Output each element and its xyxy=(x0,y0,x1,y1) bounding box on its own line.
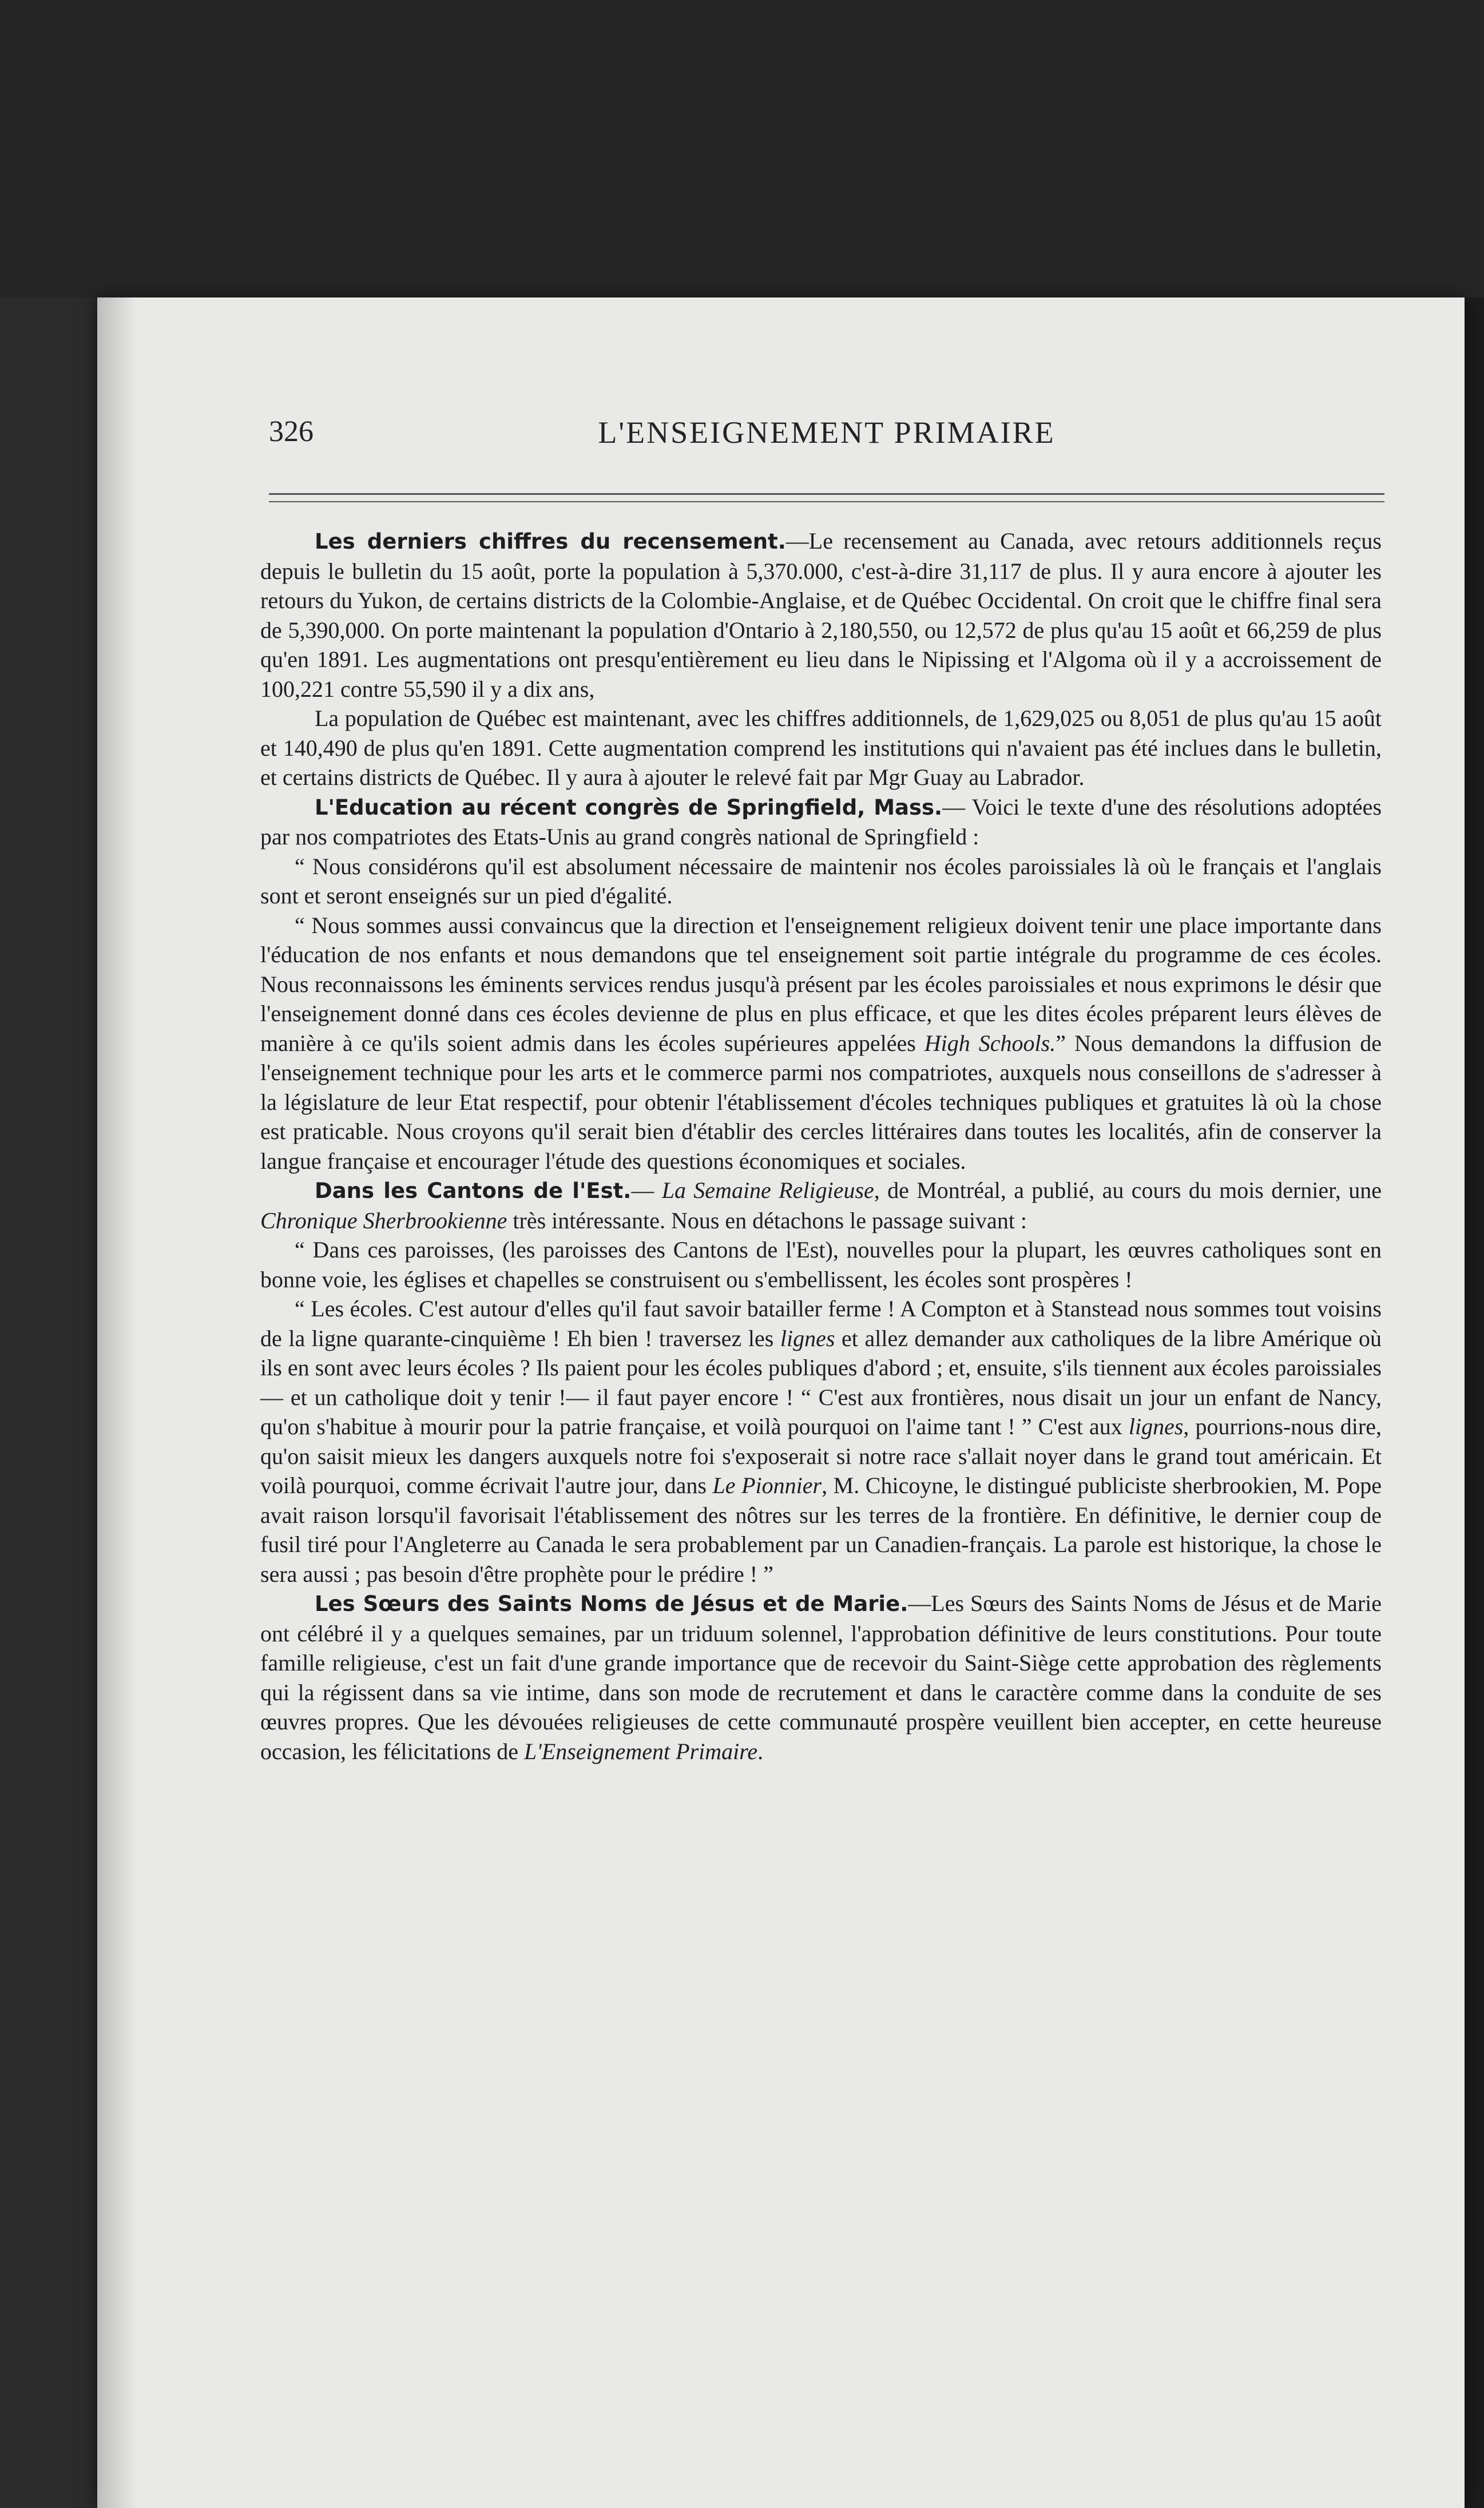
italic-title: Chronique Sherbrookienne xyxy=(260,1207,507,1233)
text-run: , pourrions-nous dire, qu'on saisit mieux les dangers auxquels notre foi s'exposerait si notre race s'allait noyer dans le grand tout américain. Et voilà pourquoi, comme écrivait l'autre jour, dans xyxy=(260,1414,1382,1498)
paragraph: —Le recensement au Canada, avec retours additionnels reçus depuis le bulletin du 15 août, porte la population à 5,370.000, c'est-à-dire 31,117 de plus. Il y aura encore à ajouter les retours du Yukon, de certains districts de la Colombie-Anglaise, et de Québec Occidental. On croit que le chiffre final sera de 5,390,000. On porte maintenant la population d'Ontario à 2,180,550, ou 12,572 de plus qu'au 15 août et 66,259 de plus qu'en 1891. Les augmentations ont presqu'entièrement eu lieu dans le Nipissing et l'Algoma où il y a accroissement de 100,221 contre 55,590 il y a dix ans, xyxy=(260,528,1382,702)
paragraph: La population de Québec est maintenant, avec les chiffres additionnels, de 1,629,025 ou 8,051 de plus qu'au 15 août et 140,490 de plus qu'en 1891. Cette augmentation comprend les institutions qui n'avaient pas été inclues dans le bulletin, et certains districts de Québec. Il y aura à ajouter le relevé fait par Mgr Guay au Labrador. xyxy=(260,705,1382,790)
scan-edge xyxy=(1465,297,1484,2508)
text-run: — xyxy=(631,1177,662,1203)
italic-term: lignes xyxy=(1128,1414,1184,1439)
header-rule-thin xyxy=(269,501,1384,502)
running-title: L'ENSEIGNEMENT PRIMAIRE xyxy=(598,415,1056,450)
page-number: 326 xyxy=(269,415,314,448)
text-run: , M. Chicoyne, le distingué publiciste sherbrookien, M. Pope avait raison lorsqu'il favorisait l'établissement des nôtres sur les terres de la frontière. En définitive, le dernier coup de fusil tiré pour l'Angleterre au Canada le sera probablement par un Canadien-français. La parole est historique, la chose le sera aussi ; pas besoin d'être prophète pour le prédire ! ” xyxy=(260,1473,1382,1587)
header-rule xyxy=(269,493,1384,495)
text-run: ” Nous demandons la diffusion de l'enseignement technique pour les arts et le commerce parmi nos compatriotes, auxquels nous conseillons de s'adresser à la législature de leur Etat respectif, pour obtenir l'établissement d'écoles techniques publiques et gratuites là où la chose est praticable. Nous croyons qu'il serait bien d'établir des cercles littéraires dans toutes les localités, afin de conserver la langue française et encourager l'étude des questions économiques et sociales. xyxy=(260,1030,1382,1174)
article-cantons xyxy=(260,1176,1382,1235)
text-run: “ Les écoles. C'est autour d'elles qu'il faut savoir batailler ferme ! A Compton et à Stanstead nous sommes tout voisins de la ligne quarante-cinquième ! Eh bien ! traversez les xyxy=(260,1296,1382,1351)
paragraph: — Voici le texte d'une des résolutions adoptées par nos compatriotes des Etats-Unis au grand congrès national de Springfield : xyxy=(260,793,1382,850)
italic-term: High Schools. xyxy=(924,1030,1056,1056)
article-springfield xyxy=(260,792,1382,852)
text-run: très intéressante. Nous en détachons le passage suivant : xyxy=(507,1207,1027,1233)
quote-paragraph xyxy=(260,1294,1382,1589)
article-heading: L'Education au récent congrès de Springfield, Mass. xyxy=(315,795,943,820)
text-run: “ Nous sommes aussi convaincus que la direction et l'enseignement religieux doivent tenir une place importante dans l'éducation de nos enfants et nous demandons que tel enseignement soit partie intégrale du programme de ces écoles. Nous reconnaissons les éminents services rendus jusqu'à présent par les écoles paroissiales et nous exprimons le désir que l'enseignement donné dans ces écoles devienne de plus en plus efficace, et que les dites écoles préparent leurs élèves de manière à ce qu'ils soient admis dans les écoles supérieures appelées xyxy=(260,912,1382,1056)
italic-title: La Semaine Religieuse xyxy=(661,1177,874,1203)
italic-term: lignes xyxy=(780,1325,835,1351)
text-run: , de Montréal, a publié, au cours du mois dernier, une xyxy=(874,1177,1382,1203)
page-header xyxy=(269,415,1384,461)
italic-title: L'Enseignement Primaire xyxy=(523,1738,758,1764)
article-body xyxy=(260,526,1382,1766)
text-run: . xyxy=(757,1738,764,1764)
quote-paragraph: “ Nous considérons qu'il est absolument nécessaire de maintenir nos écoles paroissiales là où le français et l'anglais sont et seront enseignés sur un pied d'égalité. xyxy=(260,853,1382,908)
article-soeurs xyxy=(260,1589,1382,1766)
italic-title: Le Pionnier xyxy=(712,1473,822,1498)
page-spine-shadow xyxy=(97,297,137,2508)
text-run: —Les Sœurs des Saints Noms de Jésus et de Marie ont célébré il y a quelques semaines, par un triduum solennel, l'approbation définitive de leurs constitutions. Pour toute famille religieuse, c'est un fait d'une grande importance que de recevoir du Saint-Siège cette approbation des règlements qui la régissent dans sa vie intime, dans son mode de recrutement et dans le caractère comme dans la conduite de ses œuvres propres. Que les dévouées religieuses de cette communauté prospère veuillent bien accepter, en cette heureuse occasion, les félicitations de xyxy=(260,1590,1382,1764)
quote-paragraph xyxy=(260,911,1382,1176)
article-heading: Les derniers chiffres du recensement. xyxy=(315,529,786,554)
article-census xyxy=(260,526,1382,704)
article-heading: Les Sœurs des Saints Noms de Jésus et de Marie. xyxy=(315,1592,908,1616)
scan-background xyxy=(0,0,1484,297)
text-run: et allez demander aux catholiques de la libre Amérique où ils en sont avec leurs écoles ? Ils paient pour les écoles publiques d'abord ; et, ensuite, s'ils tiennent aux écoles paroissiales— et un catholique doit y tenir !— il faut payer encore ! “ C'est aux frontières, nous disait un jour un enfant de Nancy, qu'on s'habitue à mourir pour la patrie française, et voilà pourquoi on l'aime tant ! ” C'est aux xyxy=(260,1325,1382,1439)
quote-paragraph: “ Dans ces paroisses, (les paroisses des Cantons de l'Est), nouvelles pour la plupart, les œuvres catholiques sont en bonne voie, les églises et chapelles se construisent ou s'embellissent, les écoles sont prospères ! xyxy=(260,1237,1382,1292)
article-heading: Dans les Cantons de l'Est. xyxy=(315,1178,632,1203)
